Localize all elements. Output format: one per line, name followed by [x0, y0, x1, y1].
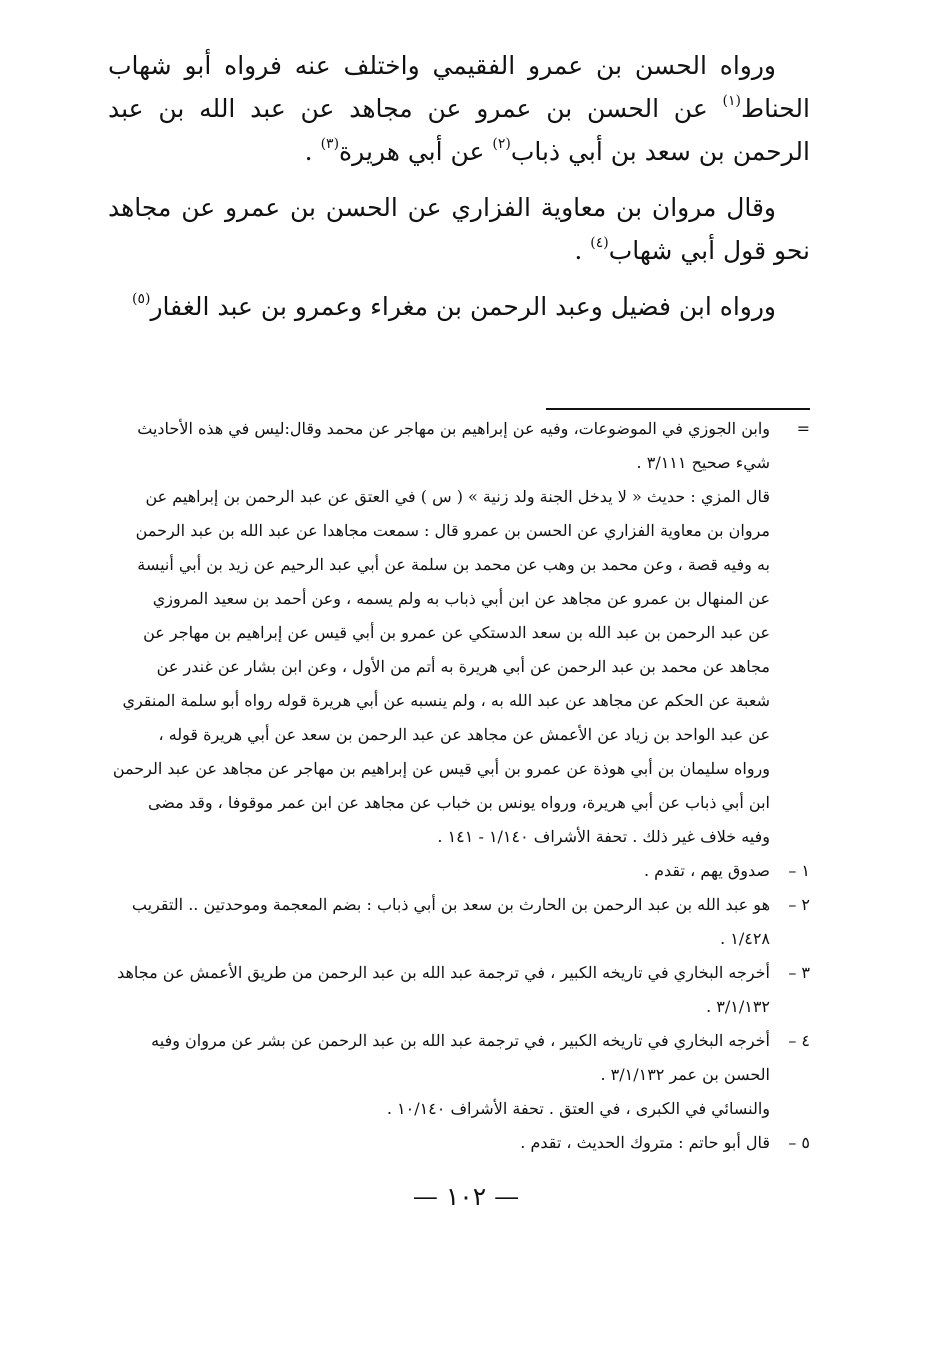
footnote-marker: ١ – [788, 861, 810, 880]
footnote-ref-2[interactable]: (٢) [492, 136, 511, 152]
footnote-body [108, 1024, 770, 1126]
footnote-line: مجاهد عن محمد بن عبد الرحمن عن أبي هريرة به أتم من الأول ، وعن ابن بشار عن غندر عن [156, 657, 770, 676]
paragraph-1: ورواه الحسن بن عمرو الفقيمي واختلف عنه فرواه أبو شهاب الحناط$^{(١)}$ عن الحسن بن عمرو عن مجاهد عن عبد الله بن عبد الرحمن بن سعد بن أبي ذباب$^{(٢)}$ عن أبي هريرة$^{(٣)}$ . [108, 51, 810, 166]
footnote-ref-5[interactable]: (٥) [132, 291, 151, 307]
footnote-marker: = [796, 419, 810, 438]
footnote-marker: ٥ – [788, 1133, 810, 1152]
footnote-body [108, 1126, 770, 1160]
footnote-4 [108, 1024, 810, 1126]
page-number: — ١٠٢ — [412, 1182, 520, 1211]
footnote-line: وفيه خلاف غير ذلك . تحفة الأشراف ١/١٤٠ - ١٤١ . [437, 827, 770, 846]
footnote-1 [108, 854, 810, 888]
footnote-line: صدوق يهم ، تقدم . [643, 861, 770, 880]
footnote-line: ابن أبي ذباب عن أبي هريرة، ورواه يونس بن خباب عن مجاهد عن ابن عمر موقوفا ، وقد مضى [147, 793, 770, 812]
footnote-line: قال أبو حاتم : متروك الحديث ، تقدم . [520, 1133, 770, 1152]
footnote-body [108, 956, 770, 1024]
paragraph-3: ورواه ابن فضيل وعبد الرحمن بن مغراء وعمرو بن عبد الغفار$^{(٥)}$ [132, 291, 776, 321]
paragraph-2: وقال مروان بن معاوية الفزاري عن الحسن بن عمرو عن مجاهد نحو قول أبي شهاب$^{(٤)}$ . [108, 193, 810, 265]
footnote-body [108, 888, 770, 956]
footnote-line: هو عبد الله بن عبد الرحمن بن الحارث بن سعد بن أبي ذباب : بضم المعجمة وموحدتين .. التقريب [131, 895, 770, 914]
footnote-5 [108, 1126, 810, 1160]
footnote-ref-4[interactable]: (٤) [590, 235, 609, 251]
footnote-line: عن المنهال بن عمرو عن مجاهد عن ابن أبي ذباب به ولم يسمه ، وعن أحمد بن سعيد المروزي [152, 589, 770, 608]
footnote-divider [546, 408, 810, 410]
footnote-ref-1[interactable]: (١) [722, 93, 742, 109]
footnote-marker: ٤ – [788, 1031, 810, 1050]
footnote-continuation [108, 412, 810, 854]
footnote-line: عن عبد الرحمن بن عبد الله بن سعد الدستكي عن عمرو بن أبي قيس عن إبراهيم بن مهاجر عن [143, 623, 770, 642]
footnote-line: والنسائي في الكبرى ، في العتق . تحفة الأشراف ١٠/١٤٠ . [386, 1099, 770, 1118]
footnote-body [108, 412, 770, 854]
footnote-line: مروان بن معاوية الفزاري عن الحسن بن عمرو قال : سمعت مجاهدا عن عبد الله بن عبد الرحمن [135, 521, 770, 540]
footnote-2 [108, 888, 810, 956]
footnote-line: وابن الجوزي في الموضوعات، وفيه عن إبراهيم بن مهاجر عن محمد وقال:ليس في هذه الأحاديث [137, 419, 770, 438]
footnote-line: أخرجه البخاري في تاريخه الكبير ، في ترجمة عبد الله بن عبد الرحمن عن بشر عن مروان وفيه [151, 1031, 770, 1050]
footnote-line: أخرجه البخاري في تاريخه الكبير ، في ترجمة عبد الله بن عبد الرحمن من طريق الأعمش عن مجاهد [117, 963, 770, 982]
footnote-marker: ٣ – [788, 963, 810, 982]
footnotes [108, 412, 810, 1160]
footnote-body [108, 854, 770, 888]
footnote-line: الحسن بن عمر ٣/١/١٣٢ . [600, 1065, 770, 1084]
footnote-line: عن عبد الواحد بن زياد عن الأعمش عن مجاهد عن عبد الرحمن بن سعد عن أبي هريرة قوله ، [158, 725, 770, 744]
footnote-line: شيء صحيح ٣/١١١ . [636, 453, 770, 472]
footnote-marker: ٢ – [788, 895, 810, 914]
footnote-ref-3[interactable]: (٣) [320, 136, 340, 152]
footnote-line: به وفيه قصة ، وعن محمد بن وهب عن محمد بن سلمة عن أبي عبد الرحيم عن زيد بن أبي أنيسة [137, 555, 770, 574]
footnote-line: شعبة عن الحكم عن مجاهد عن عبد الله به ، ولم ينسبه عن أبي هريرة قوله رواه أبو سلمة المنقري [122, 691, 770, 710]
footnote-3 [108, 956, 810, 1024]
footnote-line: ٣/١/١٣٢ . [706, 997, 770, 1016]
footnote-line: ١/٤٢٨ . [720, 929, 770, 948]
main-text [108, 44, 810, 341]
footnote-line: ورواه سليمان بن أبي هوذة عن عمرو بن أبي قيس عن إبراهيم بن مهاجر عن مجاهد عن عبد الرحمن [112, 759, 770, 778]
footnote-line: قال المزي : حديث « لا يدخل الجنة ولد زنية » ( س ) في العتق عن عبد الرحمن بن إبراهيم عن [145, 487, 770, 506]
